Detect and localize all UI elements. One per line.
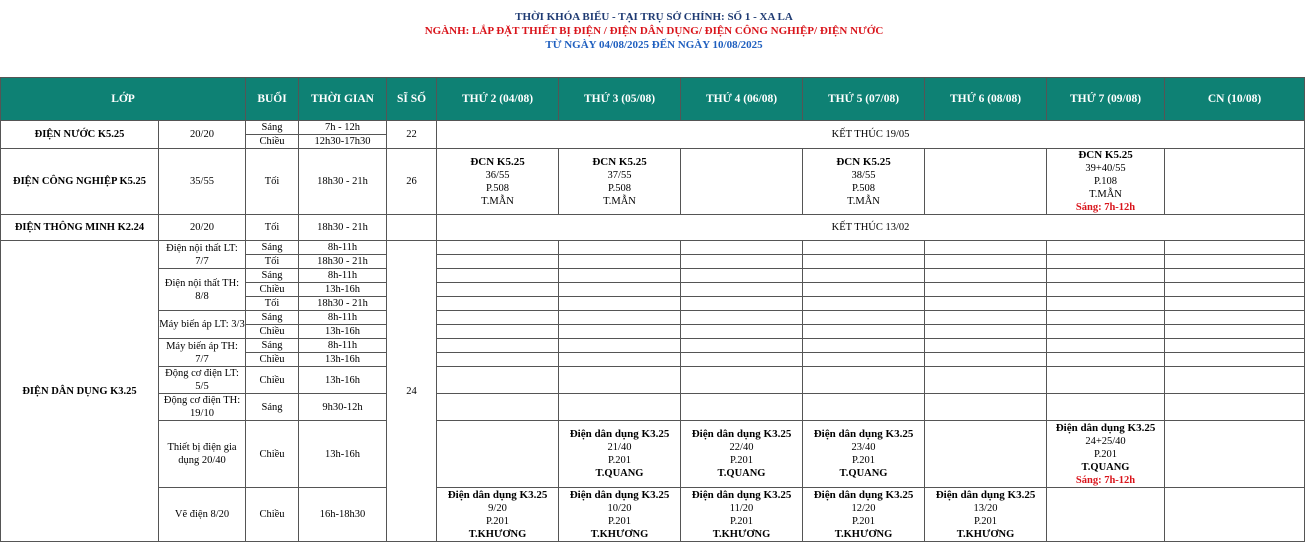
cell-class: Điện dân dụng K3.25 [691,428,792,440]
subject-label: Vẽ điện 8/20 [159,488,246,542]
session-time: 18h30 - 21h [299,255,387,269]
class-siso: 22 [387,121,437,149]
class-name: ĐIỆN THÔNG MINH K2.24 [1,215,159,241]
session-time: 13h-16h [299,367,387,394]
cell-count: 36/55 [485,169,510,181]
class-count: 20/20 [159,121,246,149]
schedule-subtitle-major: NGÀNH: LẮP ĐẶT THIẾT BỊ ĐIỆN / ĐIỆN DÂN DỤNG/ ĐIỆN CÔNG NGHIỆP/ ĐIỆN NƯỚC [424,25,884,37]
session-time: 8h-11h [299,339,387,353]
schedule-cell-empty [1165,488,1305,542]
col-header-buoi: BUỔI [246,78,299,121]
schedule-cell [681,488,803,542]
table-row [1,367,1305,394]
session-label: Tối [246,215,299,241]
cell-teacher: T.KHƯƠNG [712,528,771,540]
session-time: 13h-16h [299,353,387,367]
session-time: 12h30-17h30 [299,135,387,149]
col-header-sun: CN (10/08) [1165,78,1305,121]
cell-class: Điện dân dụng K3.25 [1055,421,1156,434]
cell-room: P.508 [851,182,876,194]
session-time: 18h30 - 21h [299,149,387,215]
schedule-cell-empty [681,149,803,215]
subject-label: Điện nội thất LT: 7/7 [159,241,246,269]
cell-class: Điện dân dụng K3.25 [691,488,792,501]
cell-class: ĐCN K5.25 [836,155,891,168]
session-label: Chiều [246,325,299,339]
timetable [0,77,1305,542]
cell-class: ĐCN K5.25 [592,155,647,168]
cell-teacher: T.KHƯƠNG [590,528,649,540]
session-label: Chiều [246,367,299,394]
cell-room: P.508 [607,182,632,194]
schedule-cell-empty [437,421,559,488]
session-label: Chiều [246,353,299,367]
schedule-cell-empty [925,149,1047,215]
schedule-cell [437,488,559,542]
class-count: 35/55 [159,149,246,215]
cell-teacher: T.QUANG [595,468,644,479]
session-label: Chiều [246,421,299,488]
session-time: 18h30 - 21h [299,297,387,311]
class-name: ĐIỆN NƯỚC K5.25 [1,121,159,149]
session-time: 7h - 12h [299,121,387,135]
cell-teacher: T.QUANG [839,468,888,479]
session-time: 8h-11h [299,311,387,325]
col-header-mon: THỨ 2 (04/08) [437,78,559,121]
cell-teacher: T.QUANG [717,468,766,479]
session-label: Tối [246,255,299,269]
cell-teacher: T.MẪN [603,195,636,207]
cell-room: P.201 [1093,448,1118,460]
class-siso-empty [387,215,437,241]
cell-note: Sáng: 7h-12h [1075,474,1136,486]
cell-teacher: T.MẪN [1089,189,1122,200]
table-row [1,215,1305,241]
header-row [1,78,1305,121]
cell-room: P.201 [729,455,754,466]
cell-count: 38/55 [851,169,876,181]
col-header-thu: THỨ 5 (07/08) [803,78,925,121]
session-label: Sáng [246,121,299,135]
subject-label: Máy biến áp LT: 3/3 [159,311,246,339]
col-header-wed: THỨ 4 (06/08) [681,78,803,121]
cell-room: P.508 [485,182,510,194]
schedule-cell [437,149,559,215]
cell-note: Sáng: 7h-12h [1075,202,1136,213]
schedule-cell-empty [1047,488,1165,542]
col-header-lop: LỚP [1,78,246,121]
cell-class: Điện dân dụng K3.25 [935,488,1036,501]
session-label: Sáng [246,394,299,421]
cell-count: 24+25/40 [1085,435,1126,447]
cell-count: 21/40 [607,442,632,453]
session-time: 8h-11h [299,241,387,255]
session-label: Tối [246,297,299,311]
schedule-cell [925,488,1047,542]
schedule-cell [1047,421,1165,488]
cell-class: ĐCN K5.25 [1078,149,1133,161]
session-label: Sáng [246,311,299,325]
cell-class: Điện dân dụng K3.25 [569,488,670,501]
subject-label: Điện nội thất TH: 8/8 [159,269,246,311]
class-name: ĐIỆN DÂN DỤNG K3.25 [1,241,159,542]
table-row [1,241,1305,255]
cell-count: 10/20 [607,502,632,514]
table-row [1,488,1305,542]
session-time: 8h-11h [299,269,387,283]
cell-room: P.201 [851,515,876,527]
subject-label: Động cơ điện LT: 5/5 [159,367,246,394]
schedule-cell-empty [1165,421,1305,488]
schedule-title: THỜI KHÓA BIỂU - TẠI TRỤ SỞ CHÍNH: SỐ 1 - XA LA [515,11,793,23]
cell-count: 22/40 [729,442,754,453]
cell-teacher: T.KHƯƠNG [468,528,527,540]
table-row [1,311,1305,325]
class-siso: 24 [387,241,437,542]
schedule-cell [681,421,803,488]
schedule-cell [559,488,681,542]
cell-room: P.201 [607,515,632,527]
cell-count: 37/55 [607,169,632,181]
cell-teacher: T.KHƯƠNG [956,528,1015,540]
table-row [1,121,1305,135]
session-label: Chiều [246,135,299,149]
cell-room: P.108 [1093,176,1118,187]
cell-teacher: T.MẪN [847,195,880,207]
schedule-cell [559,149,681,215]
col-header-tue: THỨ 3 (05/08) [559,78,681,121]
cell-class: Điện dân dụng K3.25 [813,488,914,501]
table-row [1,421,1305,488]
session-label: Chiều [246,488,299,542]
schedule-cell [559,421,681,488]
cell-teacher: T.MẪN [481,195,514,207]
subject-label: Máy biến áp TH: 7/7 [159,339,246,367]
session-label: Sáng [246,269,299,283]
subject-label: Thiết bị điện gia dụng 20/40 [159,421,246,488]
session-time: 18h30 - 21h [299,215,387,241]
session-time: 13h-16h [299,283,387,297]
schedule-cell [803,149,925,215]
session-label: Sáng [246,339,299,353]
session-time: 16h-18h30 [299,488,387,542]
session-time: 9h30-12h [299,394,387,421]
col-header-siso: SĨ SỐ [387,78,437,121]
cell-count: 23/40 [851,442,876,453]
cell-room: P.201 [973,515,998,527]
class-count: 20/20 [159,215,246,241]
schedule-date-range: TỪ NGÀY 04/08/2025 ĐẾN NGÀY 10/08/2025 [545,39,763,51]
table-row [1,269,1305,283]
cell-class: ĐCN K5.25 [470,155,525,168]
session-label: Sáng [246,241,299,255]
cell-room: P.201 [485,515,510,527]
subject-label: Động cơ điện TH: 19/10 [159,394,246,421]
cell-count: 11/20 [729,502,754,514]
table-row [1,149,1305,215]
schedule-cell-empty [925,421,1047,488]
cell-class: Điện dân dụng K3.25 [569,428,670,440]
cell-count: 9/20 [488,502,507,514]
cell-count: 12/20 [851,502,876,514]
col-header-fri: THỨ 6 (08/08) [925,78,1047,121]
col-header-sat: THỨ 7 (09/08) [1047,78,1165,121]
cell-room: P.201 [729,515,754,527]
session-label: Chiều [246,283,299,297]
session-time: 13h-16h [299,421,387,488]
end-note: KẾT THÚC 19/05 [437,121,1305,149]
schedule-cell [1047,149,1165,215]
cell-count: 39+40/55 [1085,163,1126,174]
table-row [1,339,1305,353]
schedule-cell [803,488,925,542]
cell-count: 13/20 [973,502,998,514]
session-time: 13h-16h [299,325,387,339]
schedule-cell [803,421,925,488]
cell-teacher: T.KHƯƠNG [834,528,893,540]
cell-teacher: T.QUANG [1081,461,1130,473]
cell-room: P.201 [851,455,876,466]
class-siso: 26 [387,149,437,215]
session-label: Tối [246,149,299,215]
schedule-cell-empty [1165,149,1305,215]
end-note: KẾT THÚC 13/02 [437,215,1305,241]
table-row [1,394,1305,421]
col-header-thoigian: THỜI GIAN [299,78,387,121]
cell-class: Điện dân dụng K3.25 [447,488,548,501]
class-name: ĐIỆN CÔNG NGHIỆP K5.25 [1,149,159,215]
cell-class: Điện dân dụng K3.25 [813,428,914,440]
cell-room: P.201 [607,455,632,466]
